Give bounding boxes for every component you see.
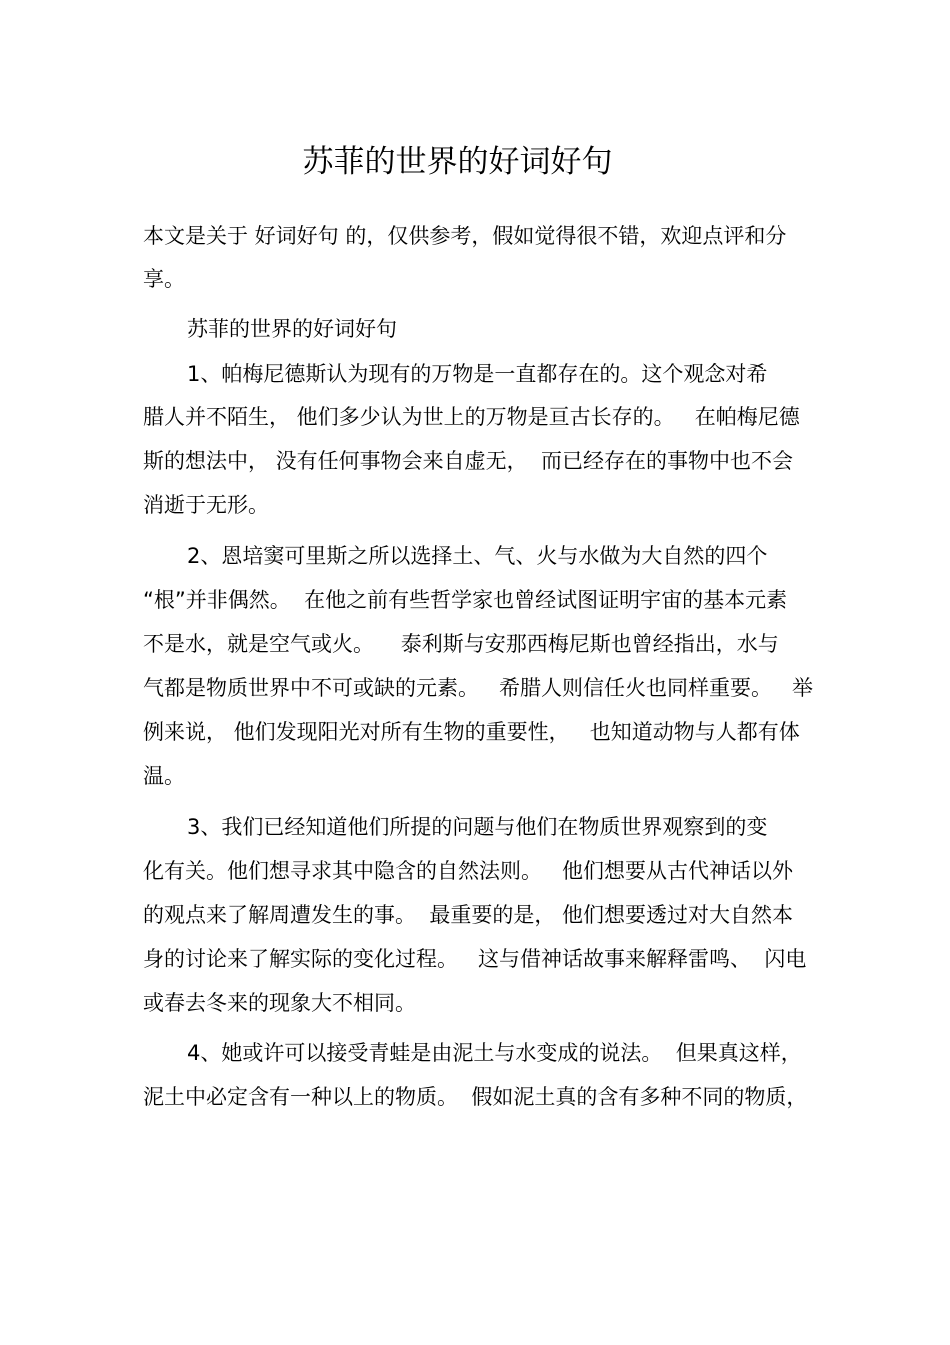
paragraph-line: 消逝于无形。 xyxy=(143,493,269,517)
paragraph-line: “根”并非偶然。 在他之前有些哲学家也曾经试图证明宇宙的基本元素 xyxy=(143,588,788,612)
paragraph-line: 腊人并不陌生， 他们多少认为世上的万物是亘古长存的。 在帕梅尼德 xyxy=(143,405,800,429)
paragraph-line: 2、恩培窦可里斯之所以选择土、气、火与水做为大自然的四个 xyxy=(187,544,768,568)
paragraph-line: 斯的想法中， 没有任何事物会来自虚无， 而已经存在的事物中也不会 xyxy=(143,449,794,473)
paragraph-line: 例来说， 他们发现阳光对所有生物的重要性， 也知道动物与人都有体 xyxy=(143,720,800,744)
paragraph-line: 的观点来了解周遭发生的事。 最重要的是， 他们想要透过对大自然本 xyxy=(143,903,794,927)
paragraph-line: 3、我们已经知道他们所提的问题与他们在物质世界观察到的变 xyxy=(187,815,768,839)
paragraph-line: 或春去冬来的现象大不相同。 xyxy=(143,991,416,1015)
page-title: 苏菲的世界的好词好句 xyxy=(302,144,613,180)
paragraph-line: 身的讨论来了解实际的变化过程。 这与借神话故事来解释雷鸣、 闪电 xyxy=(143,947,807,971)
paragraph-line: 泥土中必定含有一种以上的物质。 假如泥土真的含有多种不同的物质， xyxy=(143,1085,808,1109)
section-heading: 苏菲的世界的好词好句 xyxy=(187,317,397,341)
paragraph-line: 温。 xyxy=(143,764,185,788)
paragraph-line: 气都是物质世界中不可或缺的元素。 希腊人则信任火也同样重要。 举 xyxy=(143,676,814,700)
paragraph-line: 1、帕梅尼德斯认为现有的万物是一直都存在的。这个观念对希 xyxy=(187,362,768,386)
paragraph-line: 4、她或许可以接受青蛙是由泥土与水变成的说法。 但果真这样， xyxy=(187,1041,802,1065)
intro-line: 本文是关于 好词好句 的，仅供参考，假如觉得很不错，欢迎点评和分 xyxy=(143,224,787,248)
paragraph-line: 不是水，就是空气或火。 泰利斯与安那西梅尼斯也曾经指出，水与 xyxy=(143,632,779,656)
paragraph-line: 化有关。他们想寻求其中隐含的自然法则。 他们想要从古代神话以外 xyxy=(143,859,794,883)
intro-line: 享。 xyxy=(143,267,185,291)
